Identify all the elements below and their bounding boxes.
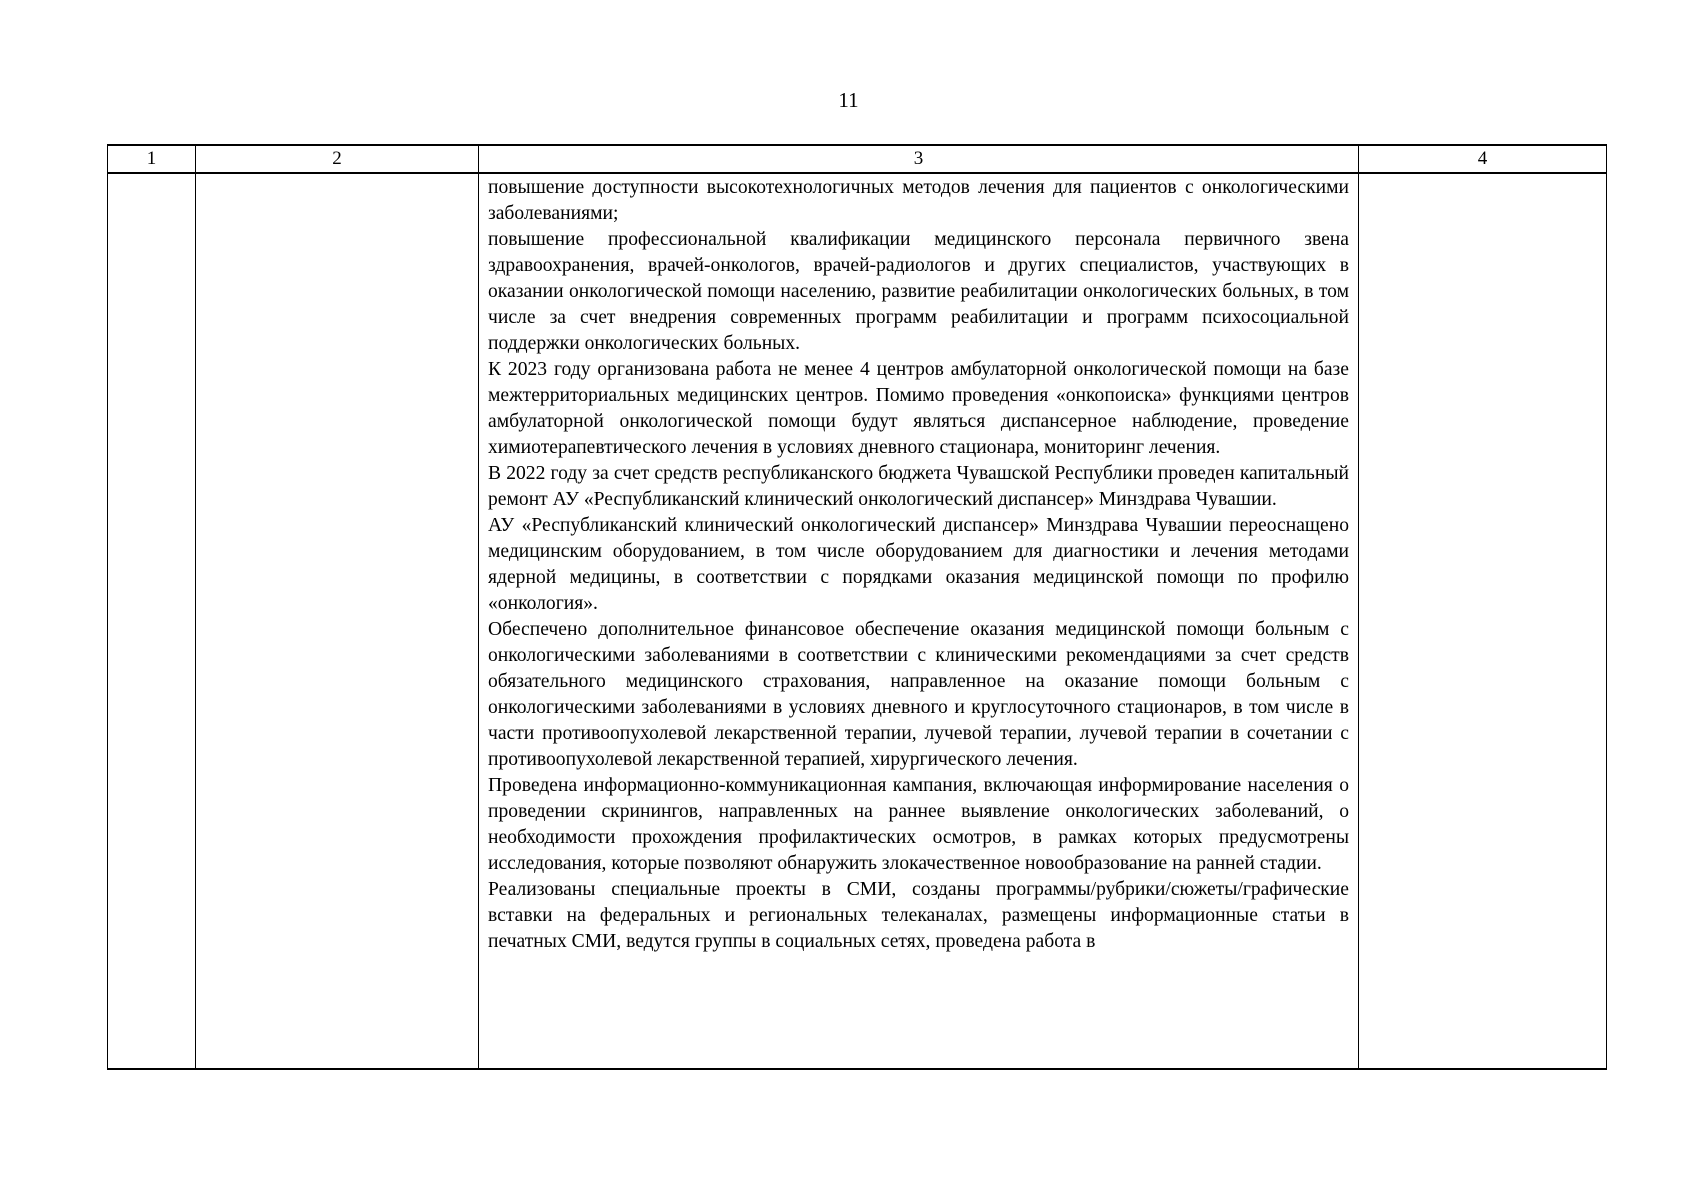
paragraph: В 2022 году за счет средств республиканского бюджета Чувашской Республики проведен капитальный ремонт АУ «Республиканский клинический онкологический диспансер» Минздрава Чувашии. [488, 463, 1349, 510]
column-header-2: 2 [196, 145, 479, 173]
cell-col-3 [479, 173, 1359, 1069]
table-row [108, 173, 1607, 1069]
paragraph: повышение доступности высокотехнологичных методов лечения для пациентов с онкологическими заболеваниями; [488, 177, 1349, 224]
column-header-3: 3 [479, 145, 1359, 173]
page-number: 11 [838, 88, 859, 112]
main-table [107, 144, 1607, 1070]
cell-col-3-text [479, 174, 1358, 1068]
cell-col-1 [108, 173, 196, 1069]
table-header-row [108, 145, 1607, 173]
cell-col-2 [196, 173, 479, 1069]
paragraph: Проведена информационно-коммуникационная кампания, включающая информирование населения о проведении скринингов, направленных на раннее выявление онкологических заболеваний, о необходимости прохождения профилактических осмотров, в рамках которых предусмотрены исследования, которые позволяют обнаружить злокачественное новообразование на ранней стадии. [488, 775, 1349, 874]
column-header-4: 4 [1359, 145, 1607, 173]
paragraph: Реализованы специальные проекты в СМИ, созданы программы/рубрики/сюжеты/графические вставки на федеральных и региональных телеканалах, размещены информационные статьи в печатных СМИ, ведутся группы в социальных сетях, проведена работа в [488, 879, 1349, 952]
paragraph: АУ «Республиканский клинический онкологический диспансер» Минздрава Чувашии переоснащено медицинским оборудованием, в том числе оборудованием для диагностики и лечения методами ядерной медицины, в соответствии с порядками оказания медицинской помощи по профилю «онкология». [488, 515, 1349, 614]
paragraph: повышение профессиональной квалификации медицинского персонала первичного звена здравоохранения, врачей-онкологов, врачей-радиологов и других специалистов, участвующих в оказании онкологической помощи населению, развитие реабилитации онкологических больных, в том числе за счет внедрения современных программ реабилитации и программ психосоциальной поддержки онкологических больных. [488, 229, 1349, 354]
paragraph: К 2023 году организована работа не менее 4 центров амбулаторной онкологической помощи на базе межтерриториальных медицинских центров. Помимо проведения «онкопоиска» функциями центров амбулаторной онкологической помощи будут являться диспансерное наблюдение, проведение химиотерапевтического лечения в условиях дневного стационара, мониторинг лечения. [488, 359, 1349, 458]
paragraph: Обеспечено дополнительное финансовое обеспечение оказания медицинской помощи больным с онкологическими заболеваниями в соответствии с клиническими рекомендациями за счет средств обязательного медицинского страхования, направленное на оказание помощи больным с онкологическими заболеваниями в условиях дневного и круглосуточного стационаров, в том числе в части противоопухолевой лекарственной терапии, лучевой терапии, лучевой терапии в сочетании с противоопухолевой лекарственной терапией, хирургического лечения. [488, 619, 1349, 770]
cell-col-4 [1359, 173, 1607, 1069]
column-header-1: 1 [108, 145, 196, 173]
